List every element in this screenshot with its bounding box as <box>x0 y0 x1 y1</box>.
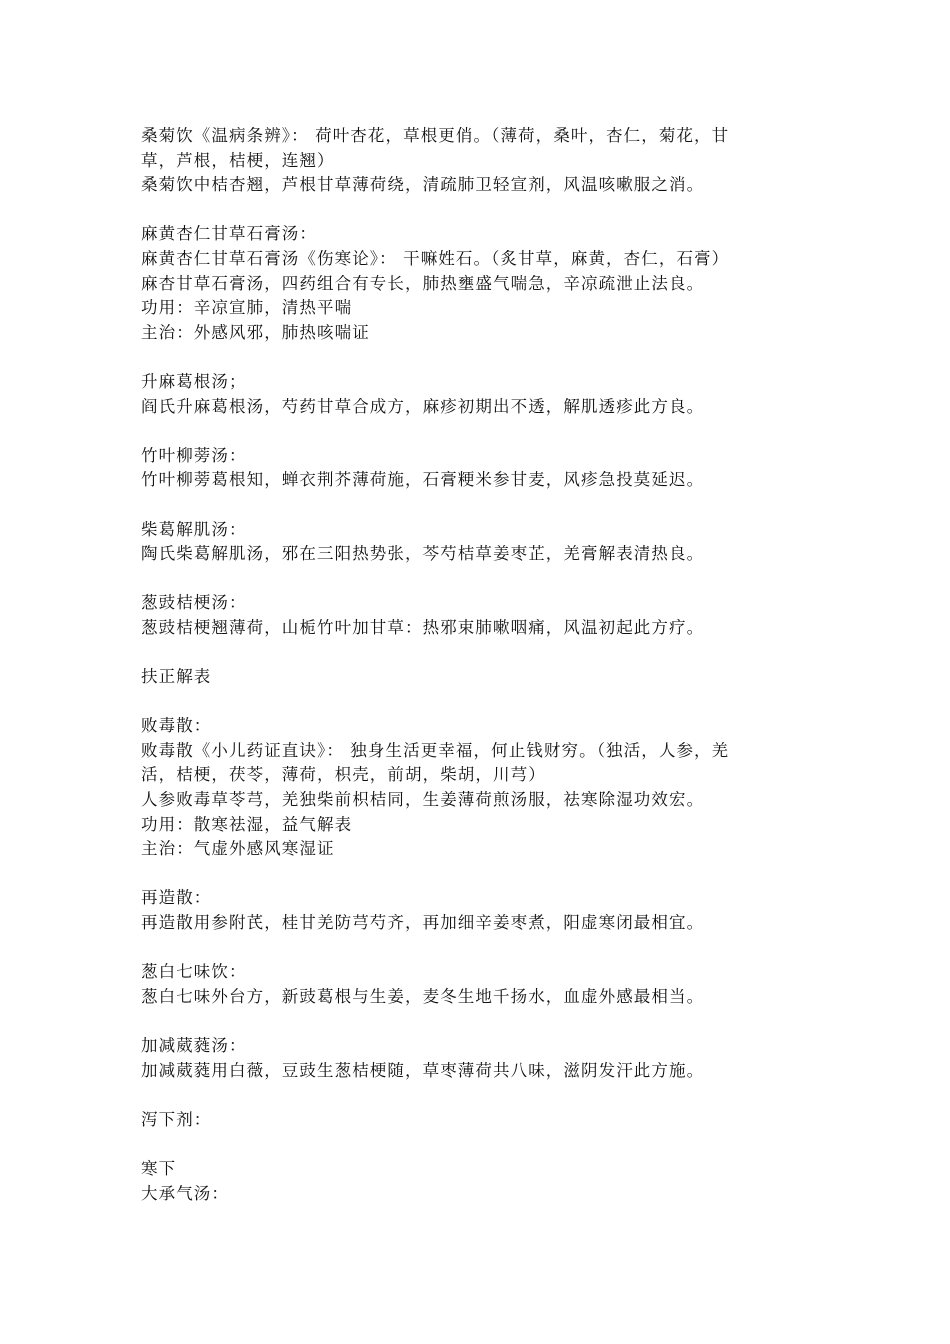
text-line: 再造散： <box>141 888 212 908</box>
text-line: 桑菊饮《温病条辨》： 荷叶杏花，草根更俏。（薄荷，桑叶，杏仁，菊花，甘 <box>141 126 730 145</box>
text-line: 阎氏升麻葛根汤，芍药甘草合成方，麻疹初期出不透，解肌透疹此方良。 <box>141 396 705 416</box>
text-line: 寒下 <box>141 1158 177 1178</box>
text-line: 草，芦根，桔梗，连翘） <box>141 150 335 170</box>
text-line: 葱白七味外台方，新豉葛根与生姜，麦冬生地千扬水，血虚外感最相当。 <box>141 986 705 1006</box>
text-line: 泻下剂： <box>141 1109 212 1129</box>
text-line: 葱豉桔梗翘薄荷，山栀竹叶加甘草：热邪束肺嗽咽痛，风温初起此方疗。 <box>141 617 705 637</box>
text-line: 败毒散《小儿药证直诀》： 独身生活更幸福，何止钱财穷。（独活，人参，羌 <box>141 740 730 760</box>
text-line: 再造散用参附芪，桂甘羌防芎芍齐，再加细辛姜枣煮，阳虚寒闭最相宜。 <box>141 913 705 932</box>
blank-line <box>141 640 821 665</box>
blank-line <box>141 936 821 961</box>
text-line: 麻黄杏仁甘草石膏汤： <box>141 224 317 244</box>
text-line: 麻黄杏仁甘草石膏汤《伤寒论》： 干嘛姓石。（炙甘草，麻黄，杏仁，石膏） <box>141 248 730 268</box>
blank-line <box>141 862 821 887</box>
text-line: 主治：外感风邪，肺热咳喘证 <box>141 322 370 342</box>
text-line: 竹叶柳蒡葛根知，蝉衣荆芥薄荷施，石膏粳米参甘麦，风疹急投莫延迟。 <box>141 470 705 490</box>
blank-line <box>141 567 821 592</box>
text-line: 麻杏甘草石膏汤，四药组合有专长，肺热壅盛气喘急，辛凉疏泄止法良。 <box>141 273 705 293</box>
blank-line <box>141 493 821 518</box>
text-line: 功用：散寒祛湿，益气解表 <box>141 814 353 834</box>
blank-line <box>141 198 821 223</box>
text-line: 陶氏柴葛解肌汤，邪在三阳热势张，芩芍桔草姜枣芷，羌膏解表清热良。 <box>141 544 705 564</box>
text-line: 柴葛解肌汤： <box>141 519 247 539</box>
text-line: 主治：气虚外感风寒湿证 <box>141 839 335 859</box>
blank-line <box>141 419 821 444</box>
text-line: 竹叶柳蒡汤： <box>141 445 247 465</box>
text-line: 加减葳蕤用白薇，豆豉生葱桔梗随，草枣薄荷共八味，滋阴发汗此方施。 <box>141 1060 705 1080</box>
blank-line <box>141 1132 821 1157</box>
text-line: 加减葳蕤汤： <box>141 1035 247 1055</box>
text-line: 升麻葛根汤； <box>141 371 247 391</box>
text-line: 大承气汤： <box>141 1183 229 1203</box>
text-line: 败毒散： <box>141 716 212 736</box>
text-line: 桑菊饮中桔杏翘，芦根甘草薄荷绕，清疏肺卫轻宣剂，风温咳嗽服之消。 <box>141 175 705 195</box>
blank-line <box>141 1083 821 1108</box>
text-line: 扶正解表 <box>141 667 212 687</box>
document-body <box>141 124 821 1206</box>
text-line: 葱白七味饮： <box>141 962 247 982</box>
text-line: 活，桔梗，茯苓，薄荷，枳壳，前胡，柴胡，川芎） <box>141 765 546 785</box>
text-line: 人参败毒草苓芎，羌独柴前枳桔同，生姜薄荷煎汤服，祛寒除湿功效宏。 <box>141 790 705 810</box>
blank-line <box>141 345 821 370</box>
text-line: 葱豉桔梗汤： <box>141 593 247 613</box>
text-line: 功用：辛凉宣肺，清热平喘 <box>141 298 353 318</box>
blank-line <box>141 1009 821 1034</box>
blank-line <box>141 690 821 715</box>
